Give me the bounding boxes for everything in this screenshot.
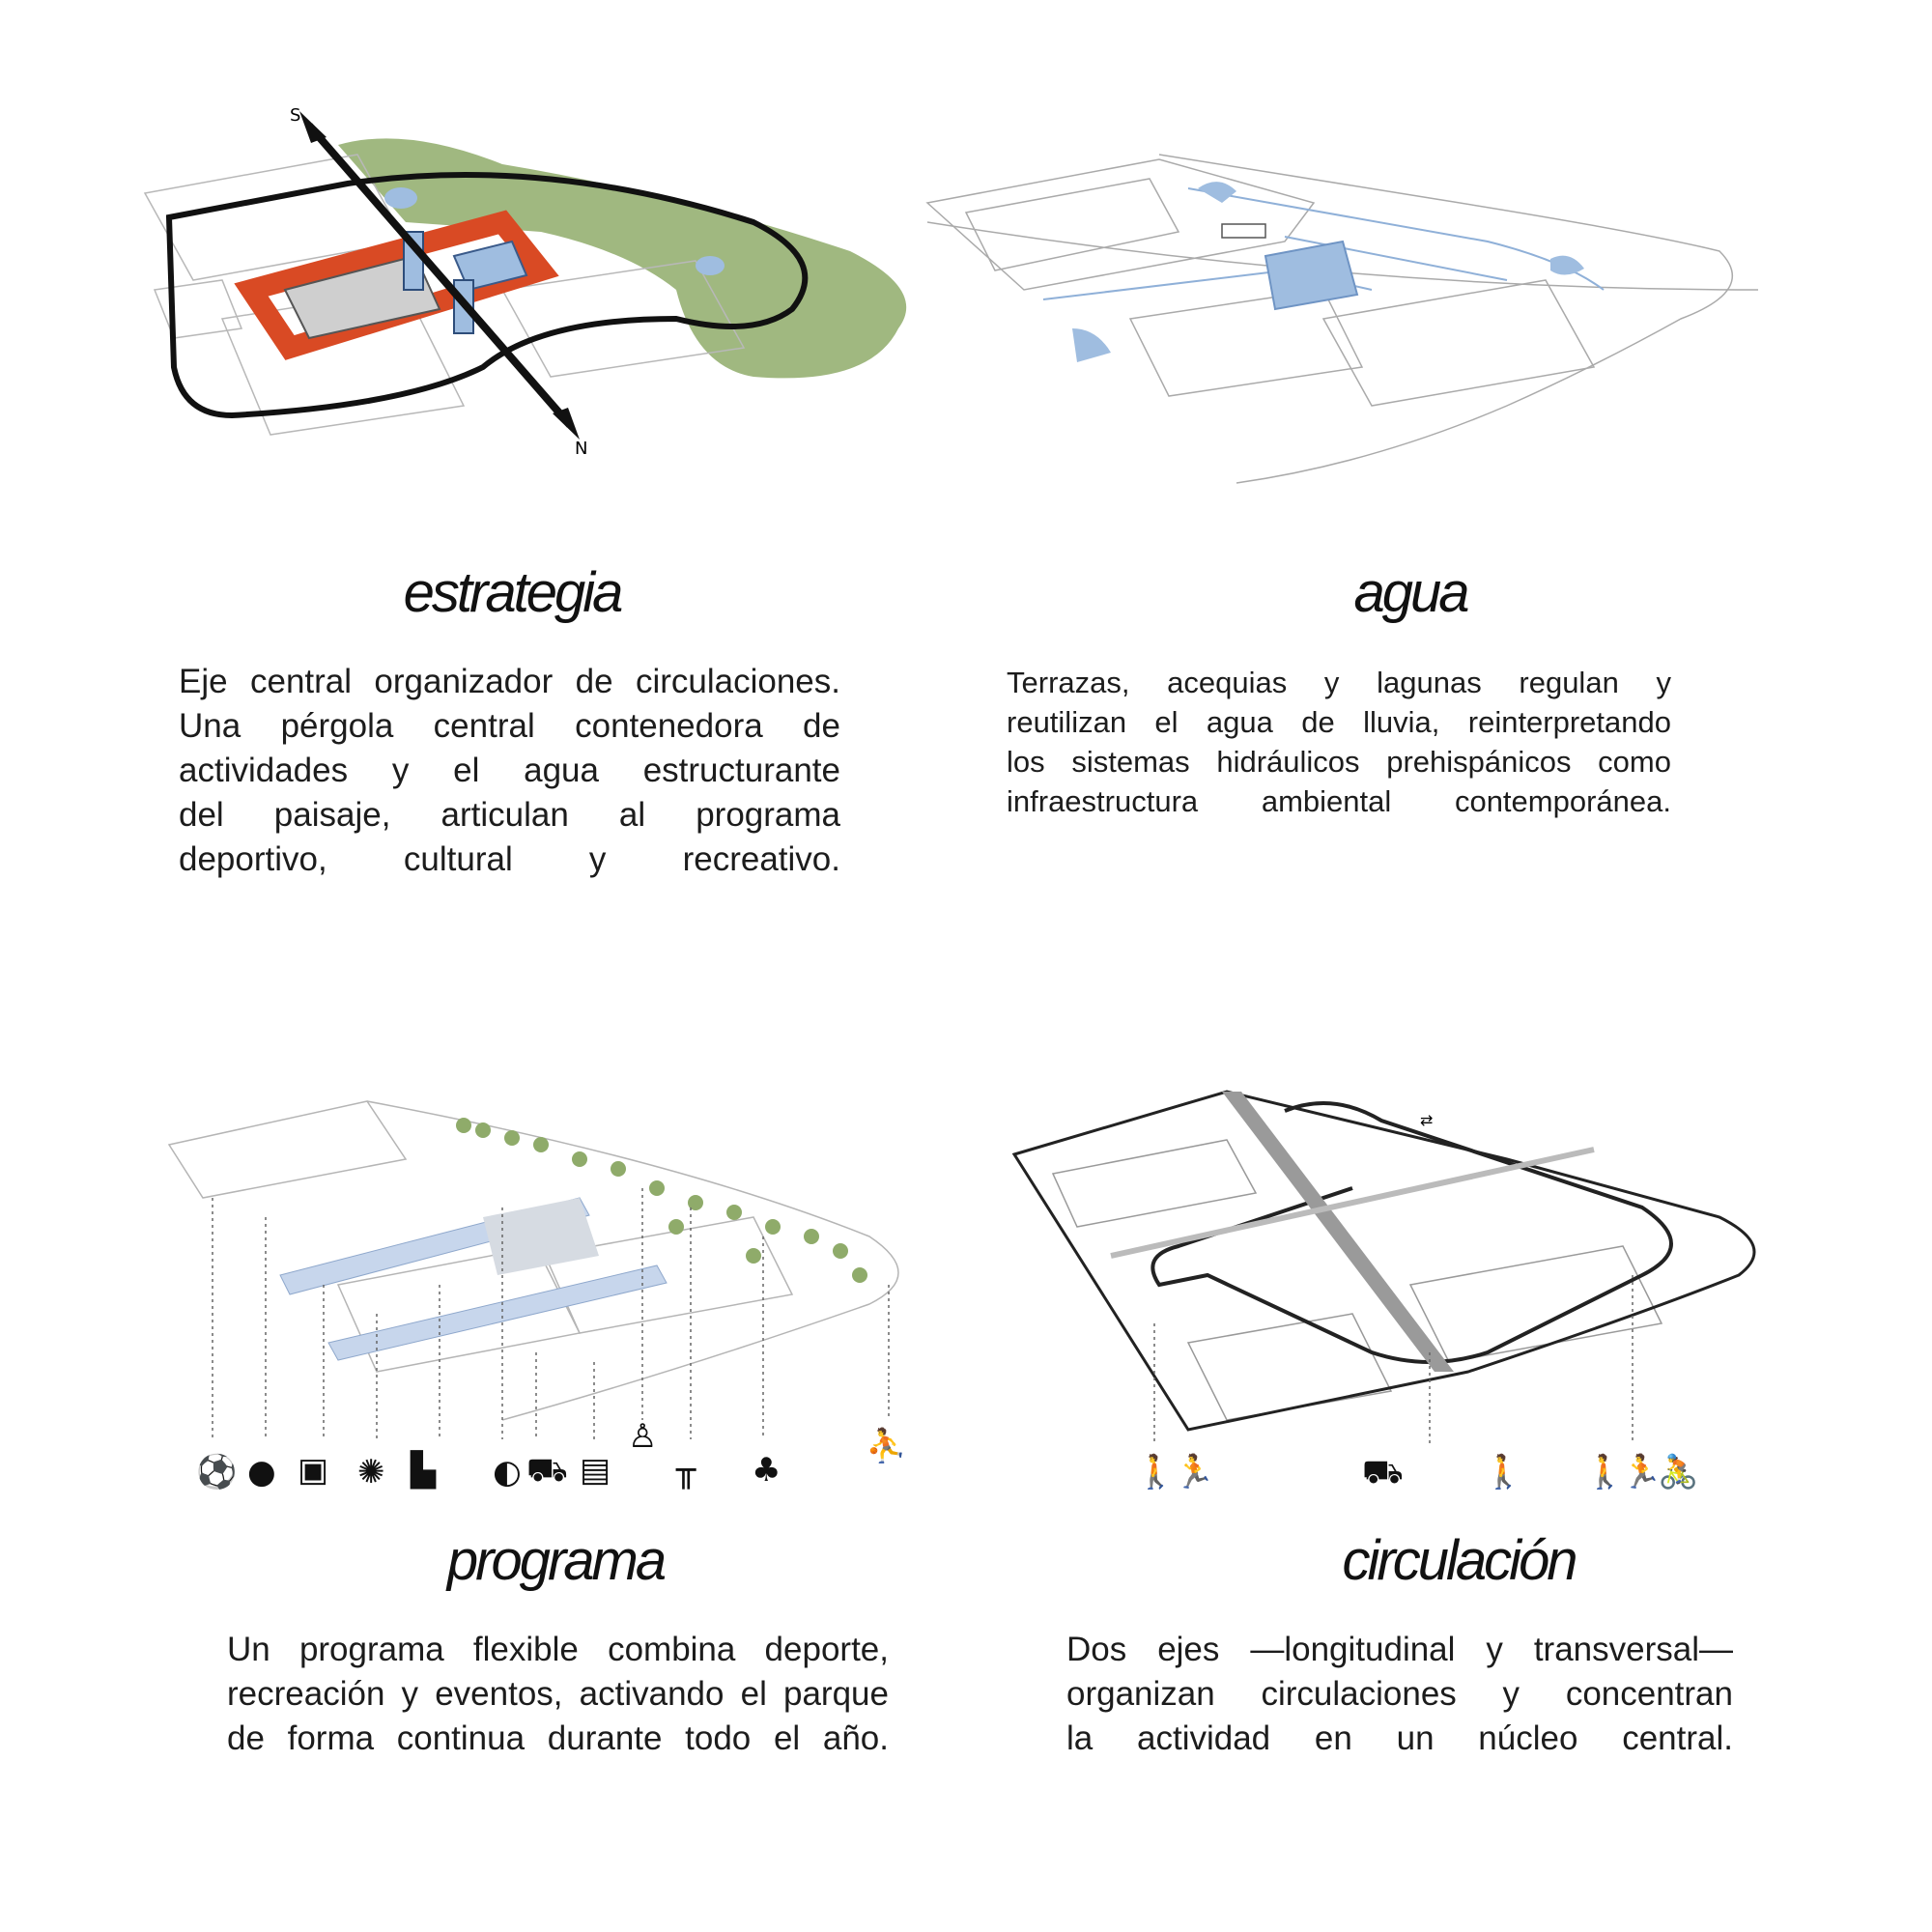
trees-icon: ♣ [752,1451,781,1490]
description-line: Terrazas, acequias y lagunas regulan y [1007,666,1671,699]
water-pond [1198,182,1236,203]
compass-south-label: S [290,105,301,126]
cyclist-icon: 🚴 [1658,1453,1699,1492]
hiker-icon: 🚶 [1135,1453,1177,1492]
panel-estrategia [0,0,966,966]
water-pond [1550,256,1584,275]
panel-description [227,1628,889,1761]
runner-icon: 🏃 [1174,1453,1215,1492]
audience-stage-icon: ▣ [298,1451,329,1490]
service-truck-icon: ⛟ [1362,1453,1404,1492]
basketball-icon: ● [247,1453,276,1492]
panel-title: circulación [1342,1529,1576,1592]
panel-circulacion [966,966,1932,1932]
water-pond [384,187,417,209]
pergola-bench [1222,224,1265,238]
stage-steps-icon: ▙ [411,1451,437,1490]
description-line: Dos ejes —longitudinal y transversal— [1066,1631,1733,1668]
description-line: organizan circulaciones y concentran [1066,1675,1733,1713]
compass-north-label: N [575,439,588,459]
kiosk-icon: ▤ [580,1451,611,1490]
axis-arrow-bottom [553,408,580,440]
parking-car-icon: ⛟ [526,1451,568,1490]
panel-title: programa [446,1529,665,1592]
pedestrian-icon: 🚶 [1483,1453,1524,1492]
description-line: recreación y eventos, activando el parque [227,1675,889,1713]
panel-description [1066,1628,1733,1761]
program-icons [0,966,966,1507]
description-line: reutilizan el agua de lluvia, reinterpretando [1007,705,1671,739]
north-mark: ⇄ [1420,1111,1434,1129]
description-line: Un programa flexible combina deporte, [227,1631,889,1668]
panel-programa [0,966,966,1932]
description-line: Eje central organizador de circulaciones. [179,663,840,700]
description-line: los sistemas hidráulicos prehispánicos como [1007,745,1671,779]
circulation-icons [966,966,1932,1507]
fireworks-icon: ✺ [357,1453,385,1492]
panel-agua [966,0,1932,966]
description-line: del paisaje, articulan al programa [179,796,840,834]
exercise-bar-icon: ╥ [676,1451,696,1490]
panel-title: estrategia [403,561,621,624]
description-line: de forma continua durante todo el año. [227,1719,889,1757]
running-cycling-icon: ⛹ [866,1427,907,1465]
water-basin [1265,242,1357,309]
runner-icon: 🏃 [1621,1453,1662,1492]
description-line: actividades y el agua estructurante [179,752,840,789]
water-pond [1072,328,1111,362]
panel-description [1007,663,1671,821]
description-line: infraestructura ambiental contemporánea. [1007,784,1671,818]
speaker-podium-icon: ♙ [628,1417,658,1456]
estrategia-diagram [0,0,966,502]
axis-arrow-top [299,111,327,143]
description-line: la actividad en un núcleo central. [1066,1719,1733,1757]
agua-diagram [966,0,1932,502]
water-pond [696,256,724,275]
panel-title: agua [1353,561,1467,624]
panel-description [179,660,840,882]
hiker-icon: 🚶 [1584,1453,1626,1492]
skating-icon: ◐ [493,1453,522,1492]
soccer-ball-icon: ⚽ [196,1453,238,1492]
description-line: Una pérgola central contenedora de [179,707,840,745]
description-line: deportivo, cultural y recreativo. [179,840,840,878]
